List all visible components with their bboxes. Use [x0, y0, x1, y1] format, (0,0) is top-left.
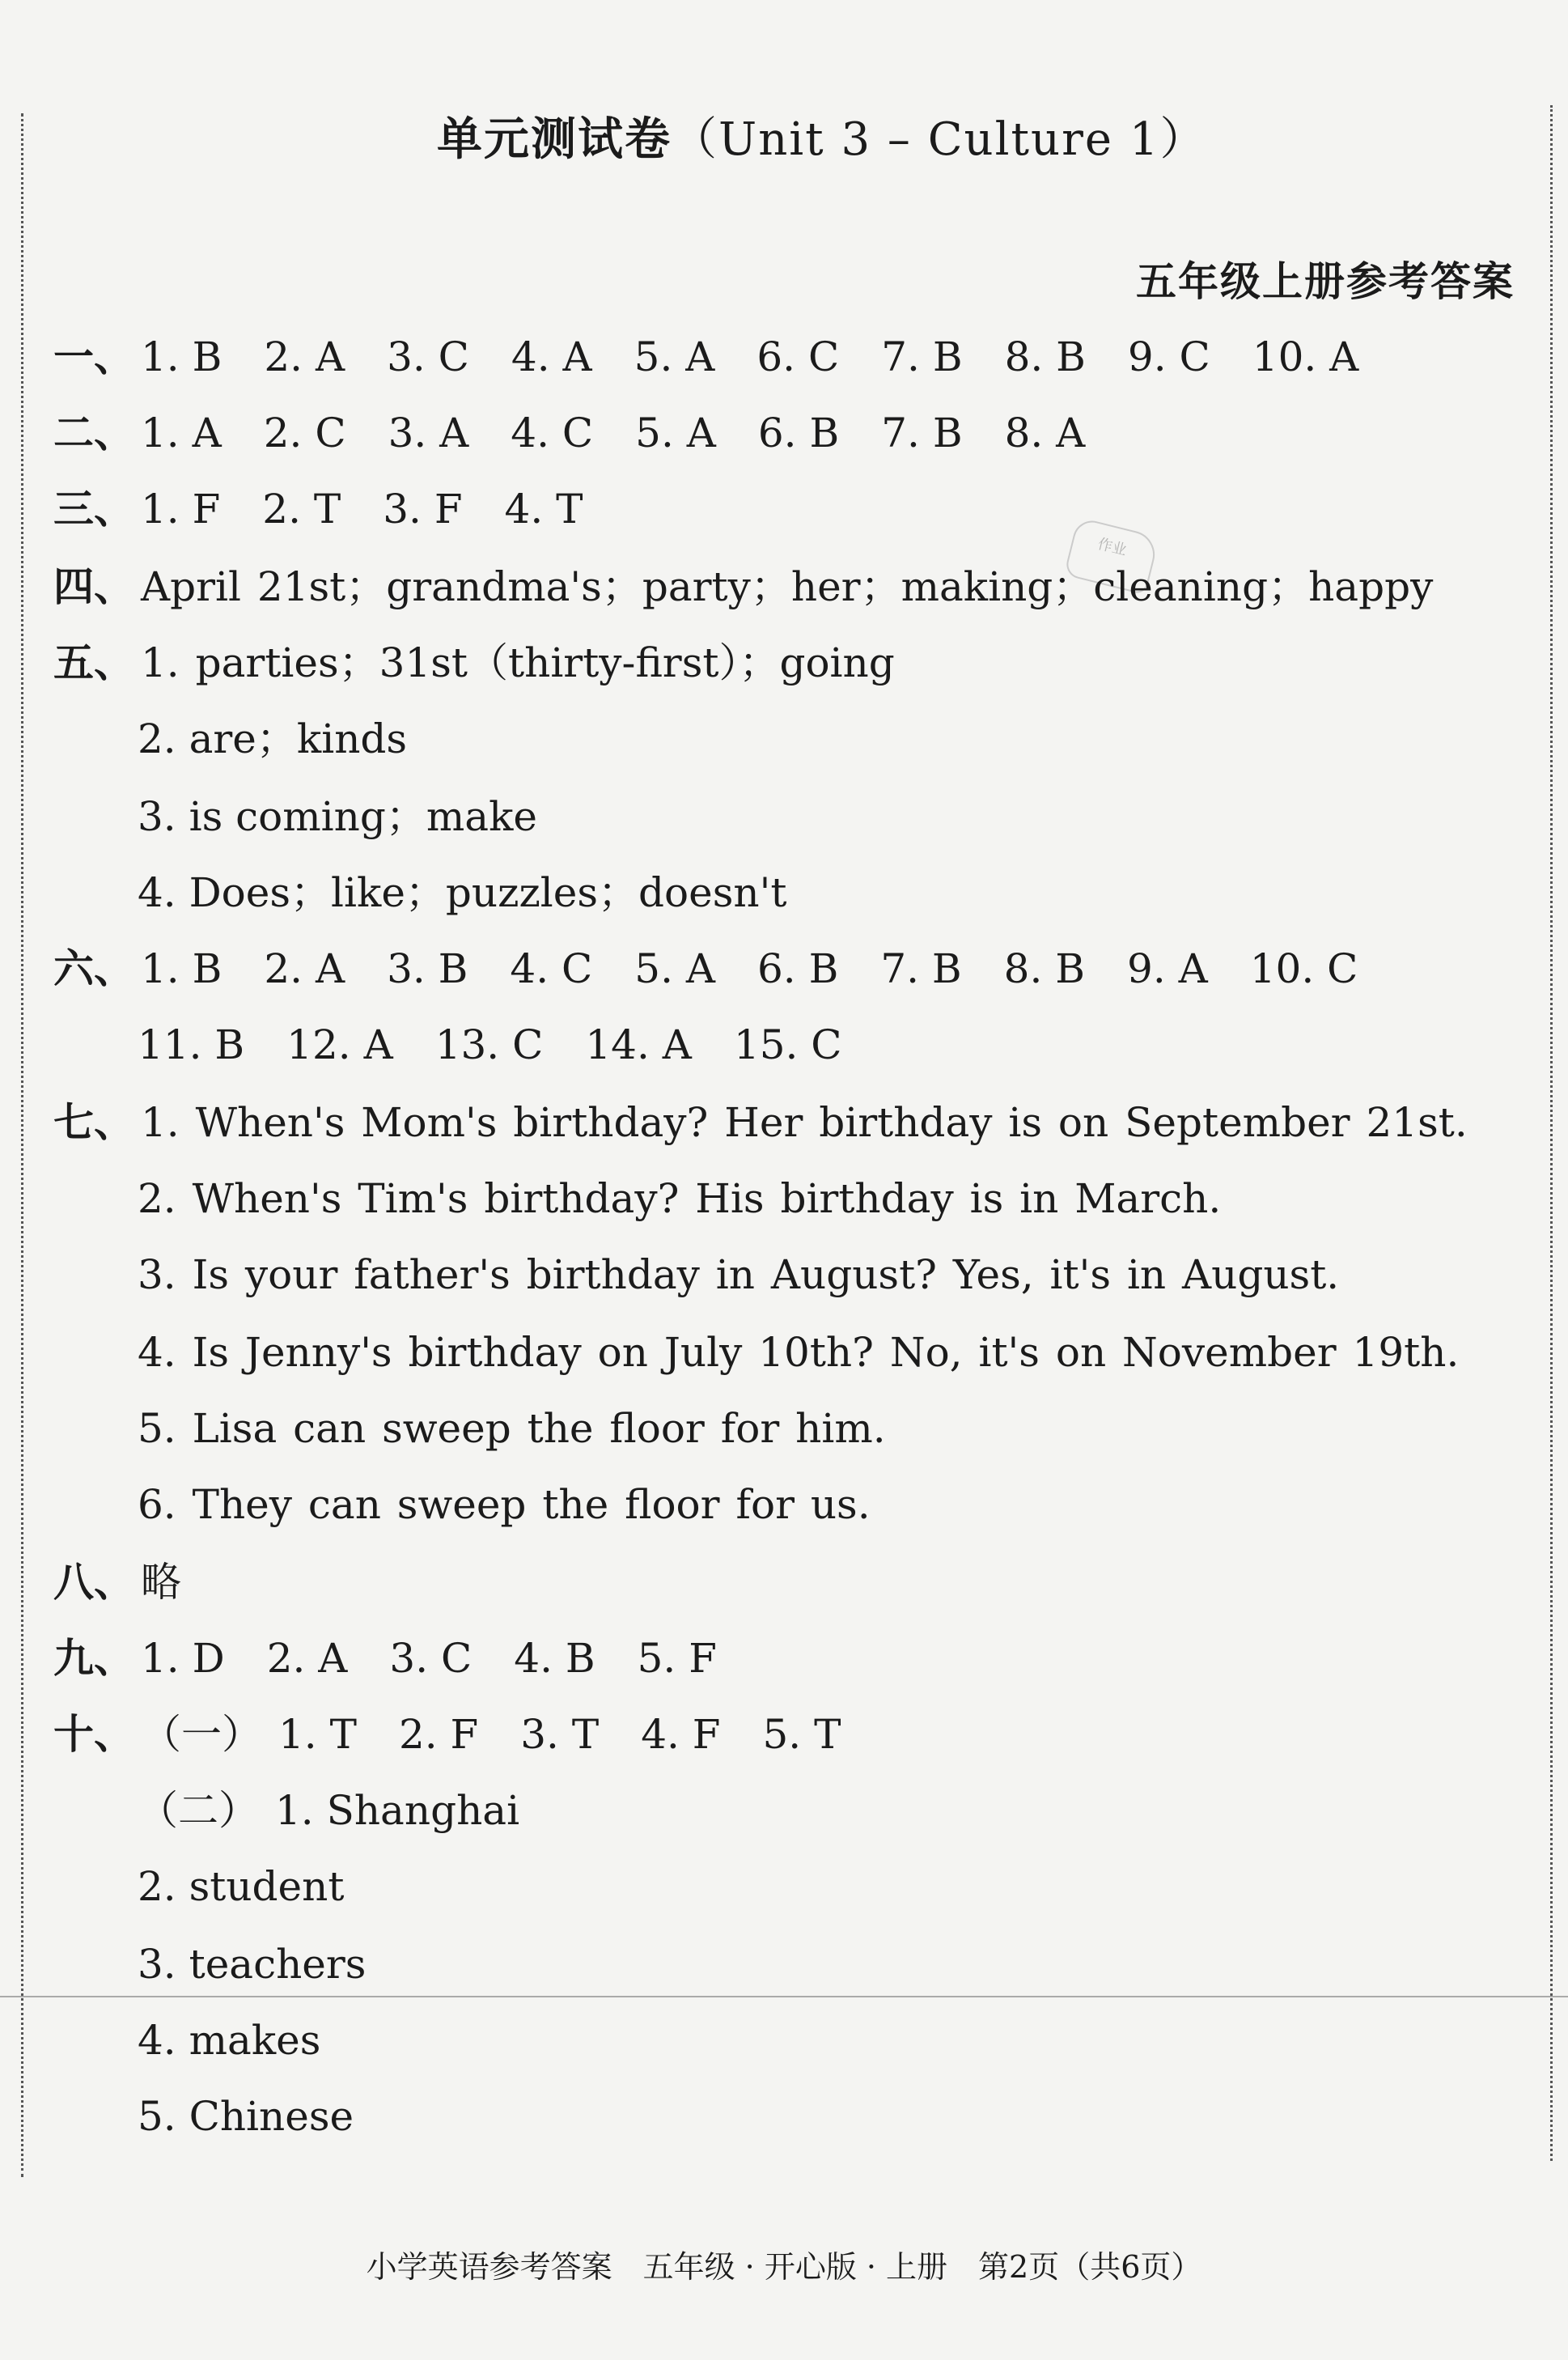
answer-item: 6. B	[756, 945, 839, 992]
fold-line	[0, 1996, 1568, 1997]
section-label: 四、	[53, 562, 134, 610]
answer-item: 10. C	[1249, 945, 1358, 992]
answer-item: 2. F	[398, 1711, 479, 1758]
answer-item: 2. C	[263, 410, 346, 456]
section-label: 七、	[53, 1098, 134, 1146]
answer-item: 1. D	[141, 1635, 225, 1682]
section-label: 一、	[53, 333, 134, 380]
answer-item: 3. A	[388, 410, 469, 456]
section-label: 六、	[53, 944, 134, 992]
answer-item: 3. C	[389, 1635, 473, 1682]
section-10-line-2: 2. student	[138, 1863, 345, 1910]
section-10-line-5: 5. Chinese	[138, 2093, 354, 2140]
answer-text: （Unit 3 – Culture 1）	[672, 113, 1207, 166]
answer-text: 1. Shanghai	[275, 1787, 520, 1834]
answer-item: 4. C	[511, 410, 594, 456]
page-title	[437, 104, 1207, 168]
section-7	[53, 1091, 1468, 1154]
section-7-line-3: 3. Is your father's birthday in August? Yes, it's in August.	[138, 1251, 1340, 1298]
answer-item: 2. A	[264, 333, 345, 380]
stamp-watermark: 作业	[1064, 517, 1160, 596]
section-7-line-4: 4. Is Jenny's birthday on July 10th? No, it's on November 19th.	[138, 1329, 1460, 1376]
section-10-line-3: 3. teachers	[138, 1941, 367, 1988]
answer-item: 13. C	[434, 1021, 544, 1068]
answer-item: 1. F	[141, 486, 221, 533]
answer-text: 略	[141, 1559, 181, 1606]
section-10-part-2	[138, 1779, 519, 1842]
section-3	[53, 478, 625, 541]
answer-text: 1. parties；31st（thirty-first）；going	[141, 639, 895, 686]
section-5-line-2: 2. are；kinds	[138, 715, 408, 762]
answer-item: 2. T	[262, 486, 341, 533]
answer-item: 1. T	[278, 1711, 357, 1758]
answer-text: 1. When's Mom's birthday? Her birthday is on September 21st.	[141, 1099, 1468, 1146]
answer-text: 单元测试卷	[437, 112, 672, 166]
answer-item: 12. A	[286, 1021, 393, 1068]
answer-item: 8. B	[1004, 333, 1086, 380]
answer-item: 8. A	[1004, 410, 1086, 456]
answer-item: 1. B	[141, 945, 222, 992]
answer-item: 9. A	[1127, 945, 1208, 992]
answer-item: 3. B	[387, 945, 468, 992]
answer-item: 2. A	[264, 945, 345, 992]
answer-item: 3. C	[387, 333, 469, 380]
section-7-line-2: 2. When's Tim's birthday? His birthday is in March.	[138, 1175, 1222, 1222]
answer-item: 1. B	[141, 333, 222, 380]
answer-item: 8. B	[1003, 945, 1086, 992]
answer-item: 6. C	[756, 333, 840, 380]
section-9	[53, 1627, 759, 1690]
section-7-line-6: 6. They can sweep the floor for us.	[138, 1481, 871, 1528]
section-4	[53, 555, 1433, 618]
answer-item: 7. B	[880, 945, 962, 992]
section-5-line-4: 4. Does；like；puzzles；doesn't	[138, 869, 787, 916]
section-label: 五、	[53, 639, 134, 686]
section-5	[53, 631, 895, 694]
answer-item: 9. C	[1127, 333, 1210, 380]
answer-text: April 21st；grandma's；party；her；making；cleaning；happy	[141, 563, 1434, 610]
answer-item: 1. A	[141, 410, 222, 456]
answer-item: 14. A	[585, 1021, 692, 1068]
section-label: 二、	[53, 409, 134, 456]
section-10	[53, 1703, 883, 1766]
section-6-row-2	[138, 1013, 884, 1076]
answer-item: 3. T	[520, 1711, 600, 1758]
answer-item: 10. A	[1252, 333, 1359, 380]
answer-item: 5. A	[634, 333, 715, 380]
section-label: 八、	[53, 1558, 134, 1606]
answer-item: 4. F	[641, 1711, 721, 1758]
answer-item: 2. A	[266, 1635, 348, 1682]
section-10-line-4: 4. makes	[138, 2017, 321, 2064]
answer-item: 5. T	[762, 1711, 841, 1758]
answer-item: 11. B	[138, 1021, 245, 1068]
left-cut-line	[21, 113, 23, 2177]
answer-item: 4. C	[510, 945, 593, 992]
answer-text: （一）	[141, 1711, 262, 1758]
section-label: 三、	[53, 485, 134, 533]
section-label: 十、	[53, 1710, 134, 1758]
page-footer: 小学英语参考答案 五年级 · 开心版 · 上册 第2页（共6页）	[366, 2249, 1202, 2285]
answer-text: （二）	[138, 1787, 259, 1834]
right-cut-line	[1550, 105, 1553, 2161]
answer-item: 7. B	[881, 410, 963, 456]
section-5-line-3: 3. is coming；make	[138, 793, 537, 840]
answer-item: 5. A	[634, 945, 715, 992]
answer-item: 4. B	[514, 1635, 595, 1682]
answer-item: 3. F	[383, 486, 463, 533]
section-6	[53, 937, 1358, 1000]
answer-item: 4. A	[511, 333, 592, 380]
section-1	[53, 325, 1358, 388]
section-7-line-5: 5. Lisa can sweep the floor for him.	[138, 1405, 886, 1452]
section-2	[53, 401, 1127, 465]
answer-item: 5. A	[635, 410, 716, 456]
answer-item: 15. C	[733, 1021, 842, 1068]
page-subtitle: 五年级上册参考答案	[1136, 258, 1515, 305]
answer-item: 6. B	[757, 410, 840, 456]
answer-item: 5. F	[637, 1635, 717, 1682]
section-8	[53, 1551, 181, 1614]
answer-item: 4. T	[504, 486, 583, 533]
section-label: 九、	[53, 1634, 134, 1682]
answer-item: 7. B	[881, 333, 963, 380]
